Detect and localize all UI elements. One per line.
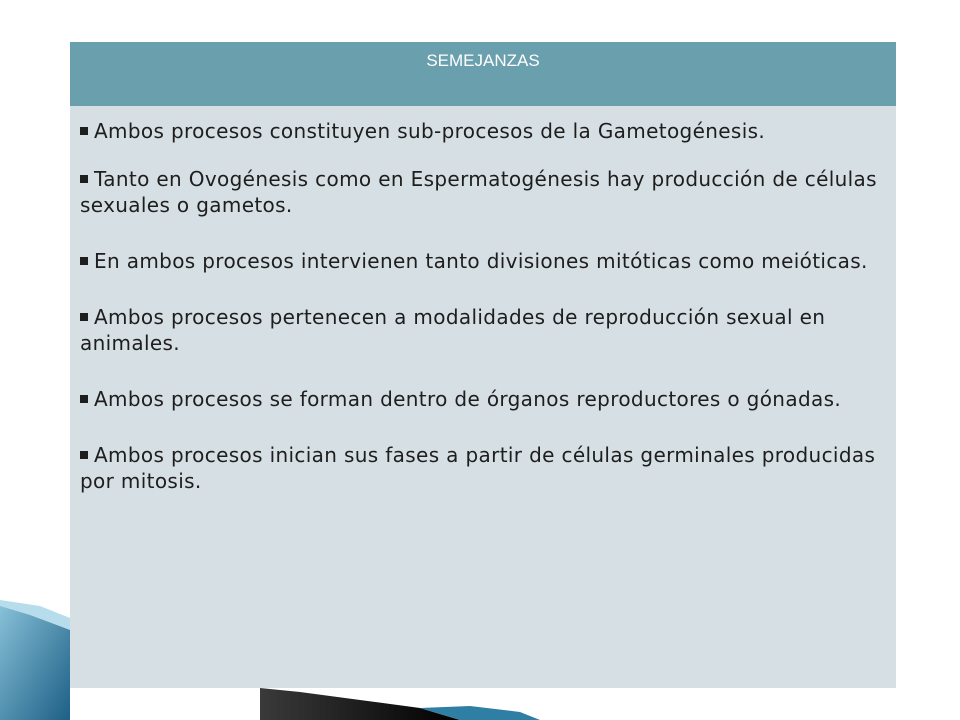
square-bullet-icon [80,175,88,183]
header-title: SEMEJANZAS [426,51,540,70]
bottom-black-wedge [260,688,460,720]
list-item: En ambos procesos intervienen tanto divisiones mitóticas como meióticas. [80,248,886,274]
list-item: Ambos procesos constituyen sub-procesos de la Gametogénesis. [80,118,886,144]
table-header [70,42,896,106]
square-bullet-icon [80,395,88,403]
list-item: Ambos procesos inician sus fases a partir de células germinales producidas por mitosis. [80,443,876,493]
square-bullet-icon [80,451,88,459]
square-bullet-icon [80,127,88,135]
square-bullet-icon [80,313,88,321]
content-card [70,42,896,688]
list-item: Ambos procesos se forman dentro de órganos reproductores o gónadas. [80,386,886,412]
list-item: Ambos procesos pertenecen a modalidades de reproducción sexual en animales. [80,305,826,355]
similarities-list [70,106,896,494]
square-bullet-icon [80,257,88,265]
list-item: Tanto en Ovogénesis como en Espermatogénesis hay producción de células sexuales o gametos. [80,167,877,217]
